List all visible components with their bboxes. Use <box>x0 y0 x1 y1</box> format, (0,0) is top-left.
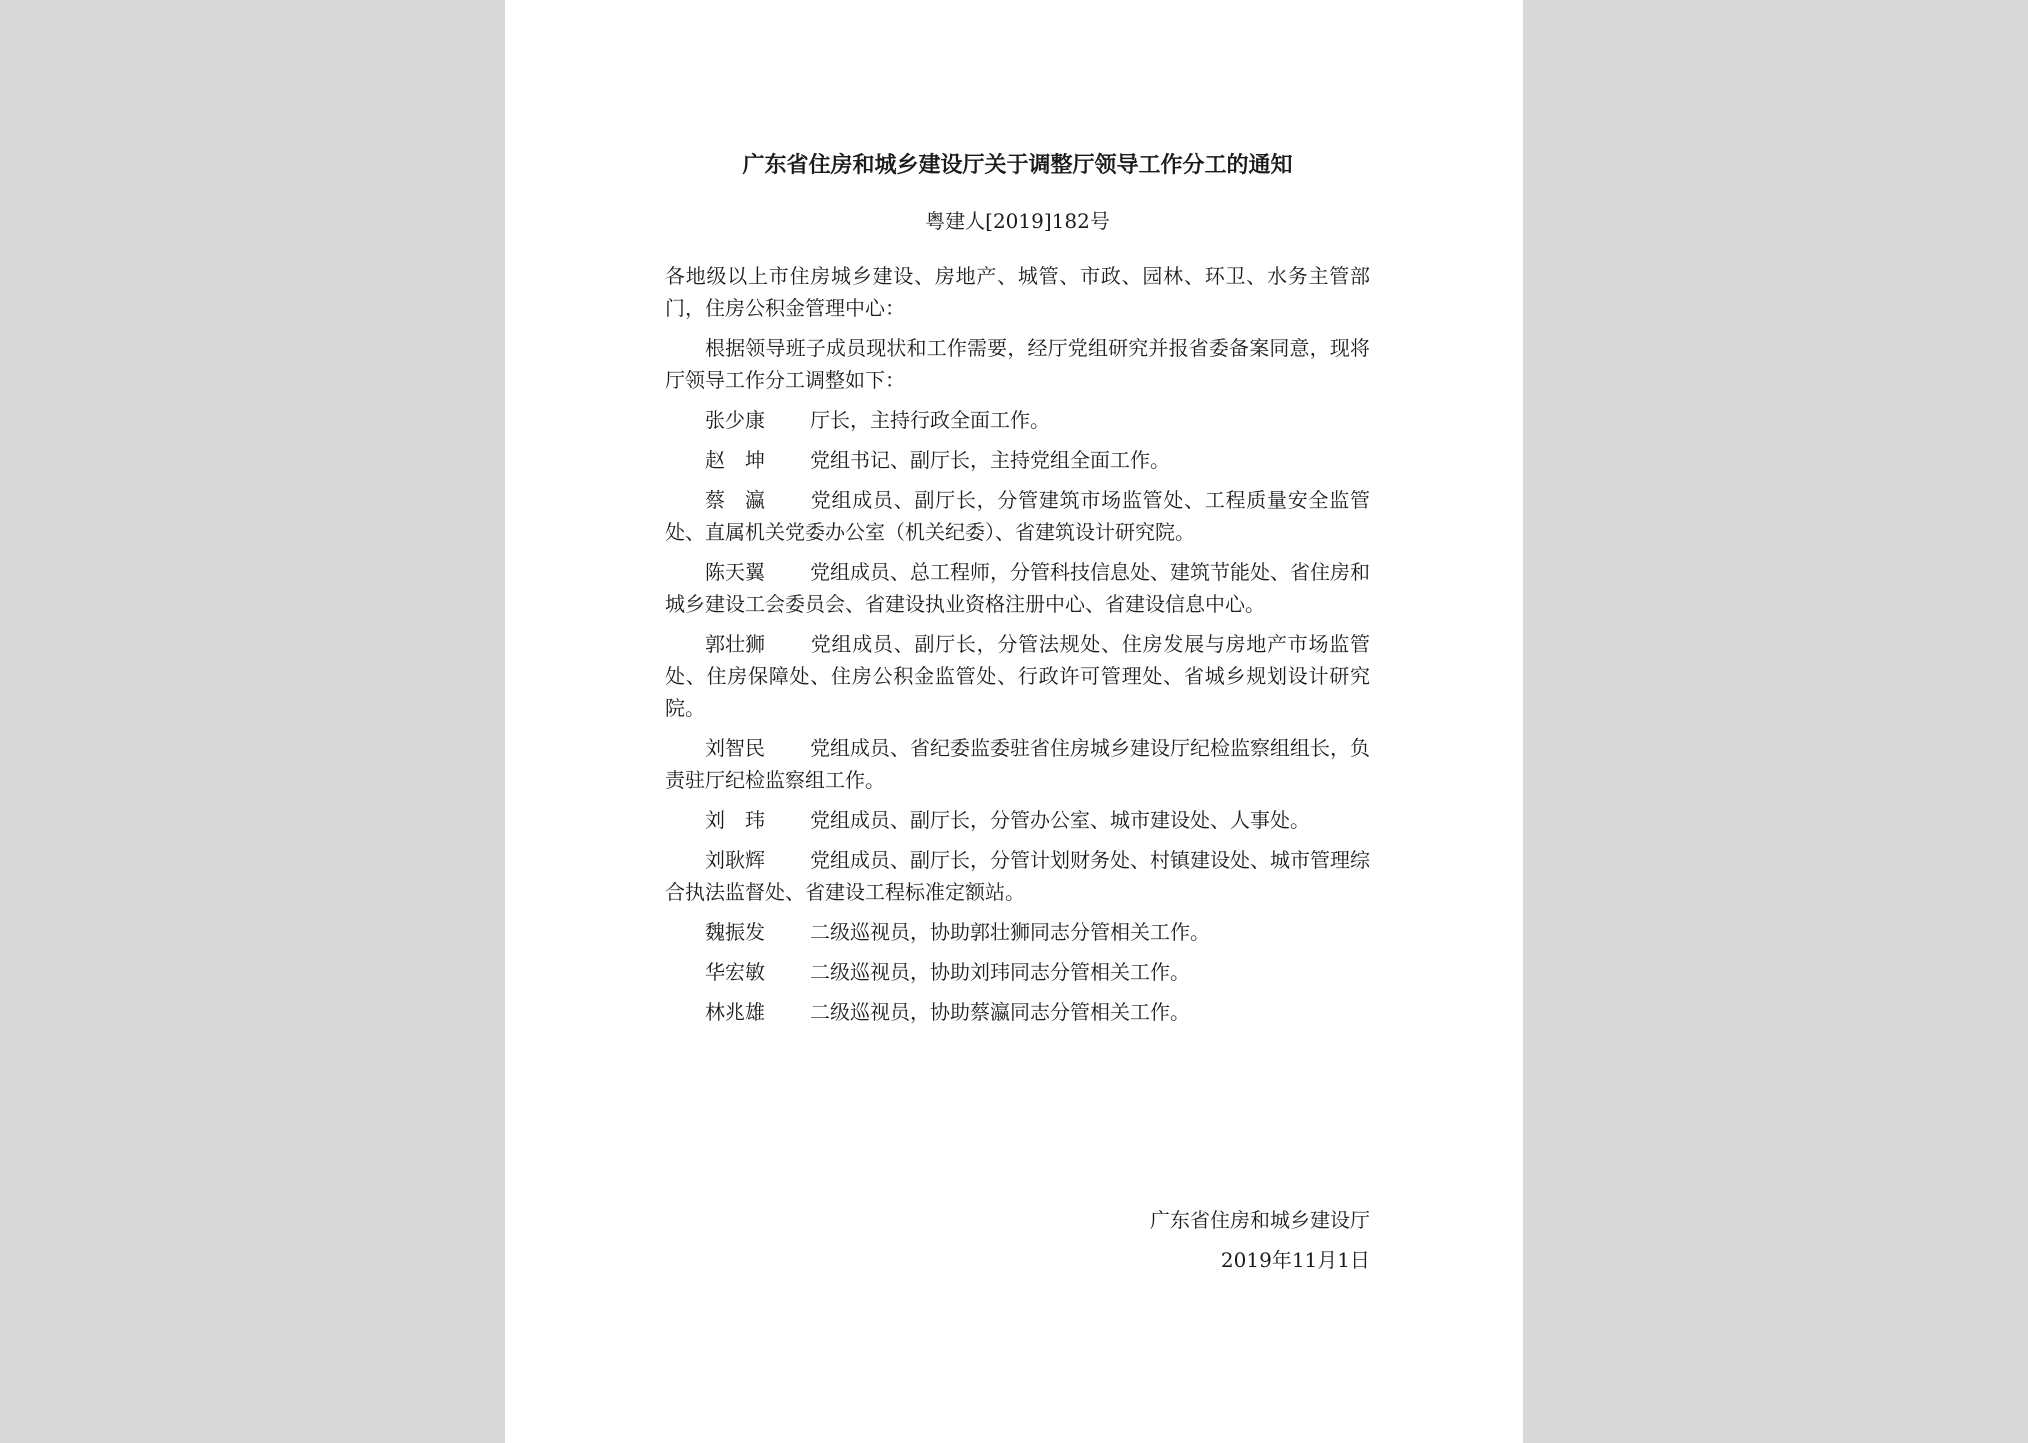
assignment-entry <box>665 844 1370 908</box>
assignment-entry <box>665 916 1370 948</box>
issue-date: 2019年11月1日 <box>1220 1248 1370 1272</box>
assignment-entry <box>665 444 1370 476</box>
assignment-entry <box>665 996 1370 1028</box>
leader-duty: 党组成员、副厅长，分管建筑市场监管处、工程质量安全监管处、直属机关党委办公室（机关纪委）、省建筑设计研究院。 <box>665 488 1370 544</box>
leader-duty: 党组成员、总工程师，分管科技信息处、建筑节能处、省住房和城乡建设工会委员会、省建设执业资格注册中心、省建设信息中心。 <box>665 560 1370 616</box>
leader-duty: 党组成员、副厅长，分管计划财务处、村镇建设处、城市管理综合执法监督处、省建设工程标准定额站。 <box>665 848 1370 904</box>
leader-name: 刘耿辉 <box>705 848 765 872</box>
leader-name: 张少康 <box>705 408 765 432</box>
leader-name: 林兆雄 <box>705 1000 765 1024</box>
assignment-entry <box>665 404 1370 436</box>
leader-duty: 厅长，主持行政全面工作。 <box>810 408 1050 432</box>
leader-duty: 二级巡视员，协助蔡瀛同志分管相关工作。 <box>810 1000 1190 1024</box>
leader-name: 陈天翼 <box>705 560 765 584</box>
leader-name: 刘 玮 <box>705 808 765 832</box>
issuer-name: 广东省住房和城乡建设厅 <box>1150 1208 1370 1232</box>
assignment-entry <box>665 956 1370 988</box>
signoff-block <box>665 1200 1370 1280</box>
assignment-entry <box>665 556 1370 620</box>
leader-duty: 党组成员、省纪委监委驻省住房城乡建设厅纪检监察组组长，负责驻厅纪检监察组工作。 <box>665 736 1370 792</box>
leader-name: 魏振发 <box>705 920 765 944</box>
document-title: 广东省住房和城乡建设厅关于调整厅领导工作分工的通知 <box>742 152 1293 178</box>
document-page <box>505 0 1523 1443</box>
salutation: 各地级以上市住房城乡建设、房地产、城管、市政、园林、环卫、水务主管部门，住房公积金管理中心： <box>665 264 1370 320</box>
leader-duty: 二级巡视员，协助郭壮狮同志分管相关工作。 <box>810 920 1210 944</box>
leader-name: 华宏敏 <box>705 960 765 984</box>
document-number: 粤建人[2019]182号 <box>925 209 1110 233</box>
assignment-entry <box>665 732 1370 796</box>
assignment-entry <box>665 628 1370 724</box>
leader-duty: 党组成员、副厅长，分管法规处、住房发展与房地产市场监管处、住房保障处、住房公积金监管处、行政许可管理处、省城乡规划设计研究院。 <box>665 632 1370 720</box>
leader-name: 赵 坤 <box>705 448 765 472</box>
document-body <box>665 260 1370 1036</box>
assignment-entry <box>665 484 1370 548</box>
leader-name: 郭壮狮 <box>705 632 765 656</box>
leader-name: 蔡 瀛 <box>705 488 765 512</box>
intro-paragraph: 根据领导班子成员现状和工作需要，经厅党组研究并报省委备案同意，现将厅领导工作分工调整如下： <box>665 336 1370 392</box>
leader-duty: 二级巡视员，协助刘玮同志分管相关工作。 <box>810 960 1190 984</box>
assignment-entry <box>665 804 1370 836</box>
leader-name: 刘智民 <box>705 736 765 760</box>
leader-duty: 党组成员、副厅长，分管办公室、城市建设处、人事处。 <box>810 808 1310 832</box>
leader-duty: 党组书记、副厅长，主持党组全面工作。 <box>810 448 1170 472</box>
